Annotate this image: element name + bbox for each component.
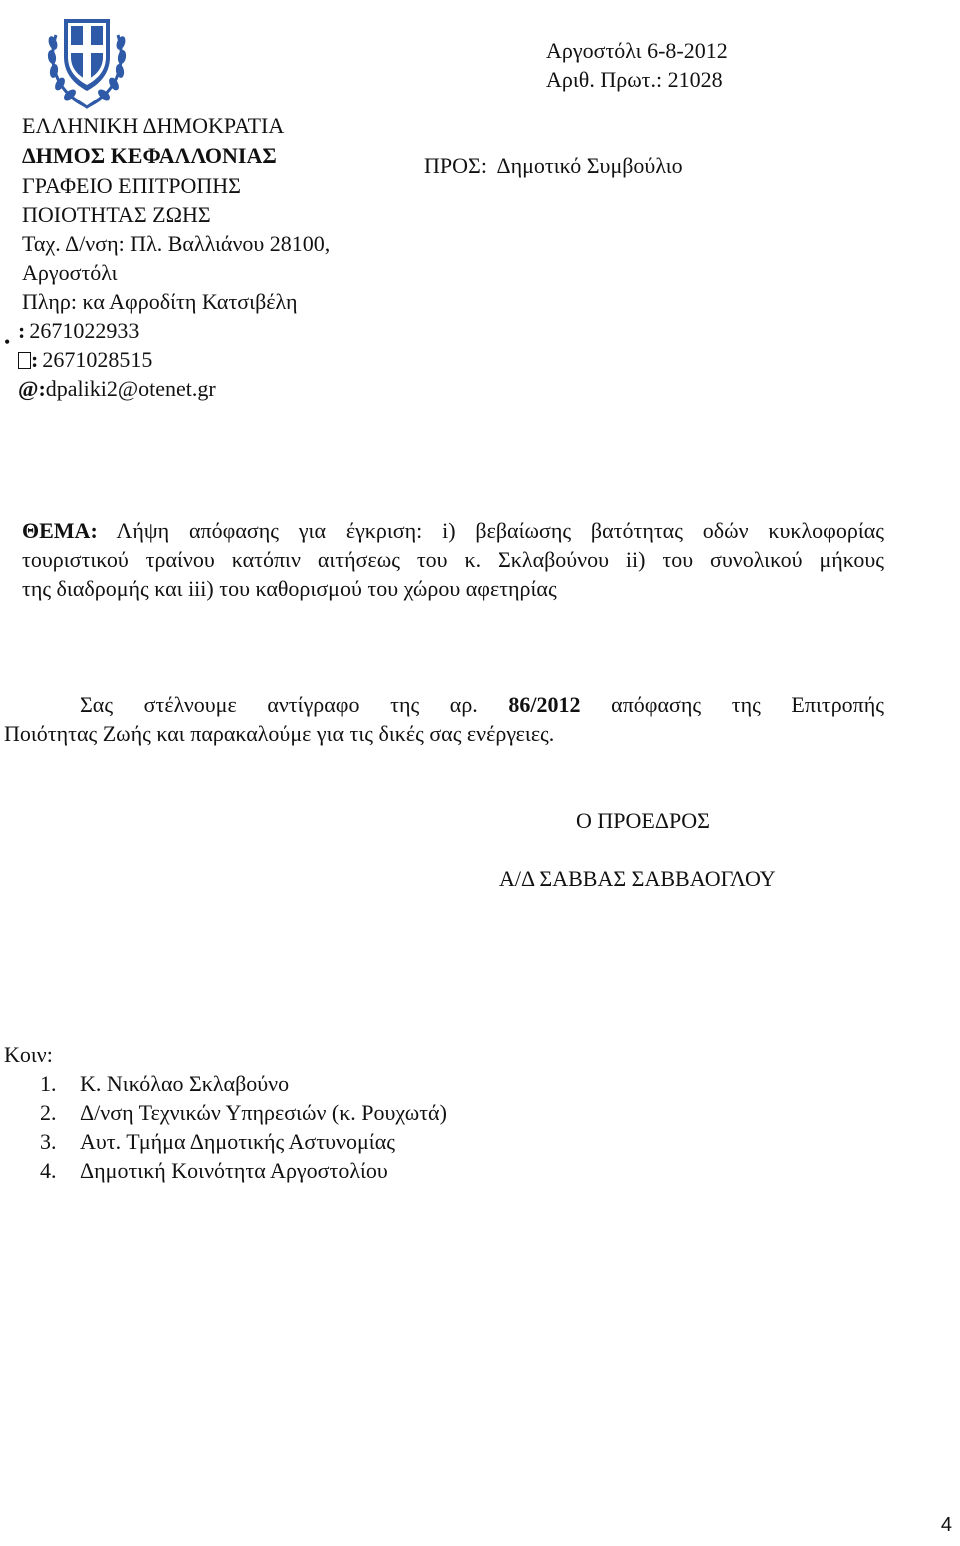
cc-item-text: Δ/νση Τεχνικών Υπηρεσιών (κ. Ρουχωτά) [80,1100,447,1125]
phone-label: : [18,318,26,343]
fax-number: 2671028515 [42,347,153,372]
protocol-number: Αριθ. Πρωτ.: 21028 [546,67,723,92]
phone-row [4,318,140,352]
email-address[interactable]: dpaliki2@otenet.gr [45,376,216,401]
fax-label: : [31,347,39,372]
fax-icon [18,352,31,369]
recipient-label: ΠΡΟΣ: [424,153,487,178]
subject-line-3: της διαδρομής και iii) του καθορισμού του χώρου αφετηρίας [22,576,557,601]
fax-row [18,347,152,373]
subject-line-1 [22,518,884,544]
subject-text-1: Λήψη απόφασης για έγκριση: i) βεβαίωσης βατότητας οδών κυκλοφορίας [116,518,884,543]
cc-item [40,1129,395,1155]
phone-number: 2671022933 [29,318,140,343]
body-text-1b: απόφασης της Επιτροπής [611,692,885,717]
signature-name: Α/Δ ΣΑΒΒΑΣ ΣΑΒΒΑΟΓΛΟΥ [499,866,776,891]
cc-item-text: Κ. Νικόλαο Σκλαβούνο [80,1071,290,1096]
subject-label: ΘΕΜΑ: [22,518,98,543]
subject-line-2: τουριστικού τραίνου κατόπιν αιτήσεως του κ. Σκλαβούνου ii) του συνολικού μήκους [22,547,884,572]
cc-item-number: 4. [40,1158,57,1183]
email-label: @: [18,376,46,401]
sender-line-4: ΠΟΙΟΤΗΤΑΣ ΖΩΗΣ [22,202,211,227]
cc-item [40,1071,289,1097]
sender-line-1: ΕΛΛΗΝΙΚΗ ΔΗΜΟΚΡΑΤΙΑ [22,113,285,138]
recipient-value: Δημοτικό Συμβούλιο [496,153,683,178]
cc-item-text: Δημοτική Κοινότητα Αργοστολίου [80,1158,388,1183]
body-line-2: Ποιότητας Ζωής και παρακαλούμε για τις δικές σας ενέργειες. [4,721,555,746]
cc-item-number: 2. [40,1100,57,1125]
recipient-row [424,153,683,179]
cc-item-text: Αυτ. Τμήμα Δημοτικής Αστυνομίας [80,1129,395,1154]
sender-line-3: ΓΡΑΦΕΙΟ ΕΠΙΤΡΟΠΗΣ [22,173,241,198]
cc-item-number: 1. [40,1071,57,1096]
decision-number: 86/2012 [508,692,581,717]
email-row [18,376,216,402]
sender-contact-person: Πληρ: κα Αφροδίτη Κατσιβέλη [22,289,298,314]
cc-label: Κοιν: [4,1042,53,1067]
body-text-1a: Σας στέλνουμε αντίγραφο της αρ. [80,692,478,717]
sender-address-1: Ταχ. Δ/νση: Πλ. Βαλλιάνου 28100, [22,231,331,256]
sender-address-2: Αργοστόλι [22,260,118,285]
cc-item-number: 3. [40,1129,57,1154]
phone-icon: • [4,332,11,352]
sender-line-2: ΔΗΜΟΣ ΚΕΦΑΛΛΟΝΙΑΣ [22,143,277,168]
place-date: Αργοστόλι 6-8-2012 [546,38,728,63]
greek-coat-of-arms-icon [44,5,130,111]
cc-item [40,1100,447,1126]
signature-title: Ο ΠΡΟΕΔΡΟΣ [576,808,710,833]
cc-item [40,1158,388,1184]
body-line-1 [80,692,884,718]
page-number: 4 [940,1514,952,1536]
